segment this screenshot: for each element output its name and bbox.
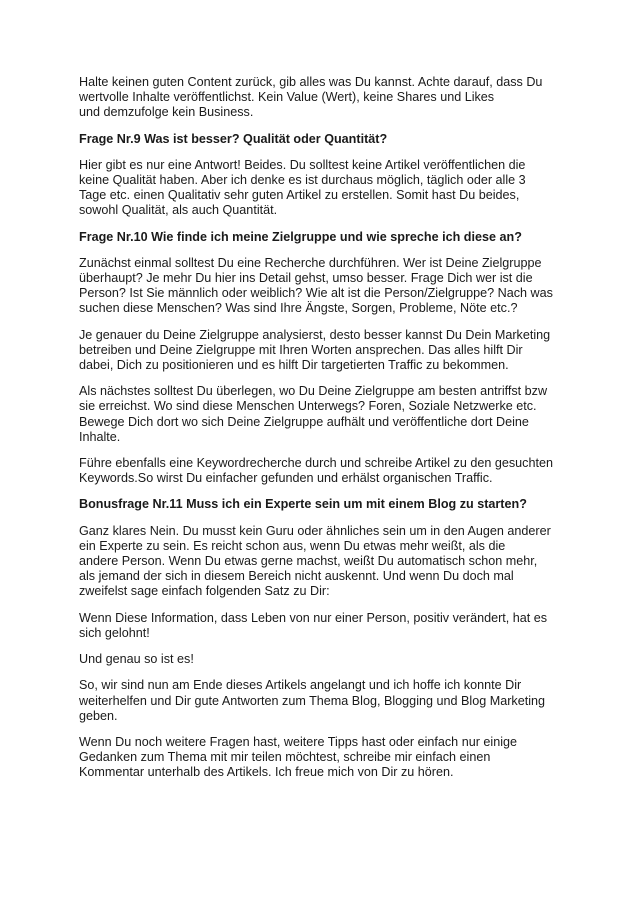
paragraph xyxy=(79,678,569,724)
text-line: Führe ebenfalls eine Keywordrecherche durch und schreibe Artikel zu den gesuchten xyxy=(79,456,553,471)
paragraph xyxy=(79,524,569,600)
text-line: dabei, Dich zu positionieren und es hilft Dir targetierten Traffic zu bekommen. xyxy=(79,358,509,373)
text-line: Wenn Du noch weitere Fragen hast, weitere Tipps hast oder einfach nur einige xyxy=(79,734,518,749)
text-line: Frage Nr.10 Wie finde ich meine Zielgruppe und wie spreche ich diese an? xyxy=(79,229,522,244)
text-line: weiterhelfen und Dir gute Antworten zum Thema Blog, Blogging und Blog Marketing xyxy=(79,693,546,708)
text-line: So, wir sind nun am Ende dieses Artikels angelangt und ich hoffe ich konnte Dir xyxy=(79,678,522,693)
text-line: wertvolle Inhalte veröffentlichst. Kein Value (Wert), keine Shares und Likes xyxy=(79,90,495,105)
text-line: als jemand der sich in diesem Bereich nicht auskennt. Und wenn Du doch mal xyxy=(79,569,514,584)
text-line: Je genauer du Deine Zielgruppe analysierst, desto besser kannst Du Dein Marketing xyxy=(79,327,551,342)
text-line: Bonusfrage Nr.11 Muss ich ein Experte sein um mit einem Blog zu starten? xyxy=(79,497,527,512)
paragraph xyxy=(79,256,569,317)
text-line: Inhalte. xyxy=(79,429,121,444)
text-line: keine Qualität haben. Aber ich denke es ist durchaus möglich, täglich oder alle 3 xyxy=(79,173,526,188)
text-line: Halte keinen guten Content zurück, gib alles was Du kannst. Achte darauf, dass Du xyxy=(79,75,543,89)
text-line: Als nächstes solltest Du überlegen, wo Du Deine Zielgruppe am besten antriffst bzw xyxy=(79,384,548,399)
text-line: Gedanken zum Thema mit mir teilen möchtest, schreibe mir einfach einen xyxy=(79,750,491,765)
paragraph xyxy=(79,328,569,374)
text-line: Bewege Dich dort wo sich Deine Zielgruppe aufhält und veröffentliche dort Deine xyxy=(79,414,529,429)
text-line: Wenn Diese Information, dass Leben von nur einer Person, positiv verändert, hat es xyxy=(79,610,548,625)
section-heading xyxy=(79,497,569,512)
text-line: sowohl Qualität, als auch Quantität. xyxy=(79,203,278,218)
text-line: andere Person. Wenn Du etwas gerne machst, weißt Du automatisch schon mehr, xyxy=(79,554,538,569)
text-line: überhaupt? Je mehr Du hier ins Detail gehst, umso besser. Frage Dich wer ist die xyxy=(79,271,533,286)
paragraph xyxy=(79,611,569,641)
document-body xyxy=(79,75,569,792)
paragraph xyxy=(79,652,569,667)
text-line: suchen diese Menschen? Was sind Ihre Ängste, Sorgen, Probleme, Nöte etc.? xyxy=(79,301,518,316)
text-line: sich gelohnt! xyxy=(79,625,150,640)
paragraph xyxy=(79,158,569,219)
text-line: betreiben und Deine Zielgruppe mit Ihren Worten ansprechen. Das alles hilft Dir xyxy=(79,342,523,357)
text-line: zweifelst sage einfach folgenden Satz zu Dir: xyxy=(79,584,330,599)
paragraph xyxy=(79,456,569,486)
section-heading xyxy=(79,230,569,245)
text-line: Keywords.So wirst Du einfacher gefunden und erhälst organischen Traffic. xyxy=(79,471,493,486)
text-line: geben. xyxy=(79,708,118,723)
text-line: Frage Nr.9 Was ist besser? Qualität oder Quantität? xyxy=(79,131,388,146)
text-line: Tage etc. einen Qualitativ sehr guten Artikel zu erstellen. Somit hast Du beides, xyxy=(79,188,520,203)
paragraph xyxy=(79,75,569,121)
text-line: Ganz klares Nein. Du musst kein Guru oder ähnliches sein um in den Augen anderer xyxy=(79,523,551,538)
paragraph xyxy=(79,384,569,445)
text-line: und demzufolge kein Business. xyxy=(79,105,254,120)
text-line: Person? Ist Sie männlich oder weiblich? Wie alt ist die Person/Zielgruppe? Nach was xyxy=(79,286,553,301)
text-line: Hier gibt es nur eine Antwort! Beides. Du solltest keine Artikel veröffentlichen die xyxy=(79,157,526,172)
text-line: ein Experte zu sein. Es reicht schon aus, wenn Du etwas mehr weißt, als die xyxy=(79,538,506,553)
text-line: Und genau so ist es! xyxy=(79,652,194,667)
text-line: Kommentar unterhalb des Artikels. Ich freue mich von Dir zu hören. xyxy=(79,765,454,780)
section-heading xyxy=(79,132,569,147)
paragraph xyxy=(79,735,569,781)
text-line: sie erreichst. Wo sind diese Menschen Unterwegs? Foren, Soziale Netzwerke etc. xyxy=(79,399,537,414)
text-line: Zunächst einmal solltest Du eine Recherche durchführen. Wer ist Deine Zielgruppe xyxy=(79,255,542,270)
